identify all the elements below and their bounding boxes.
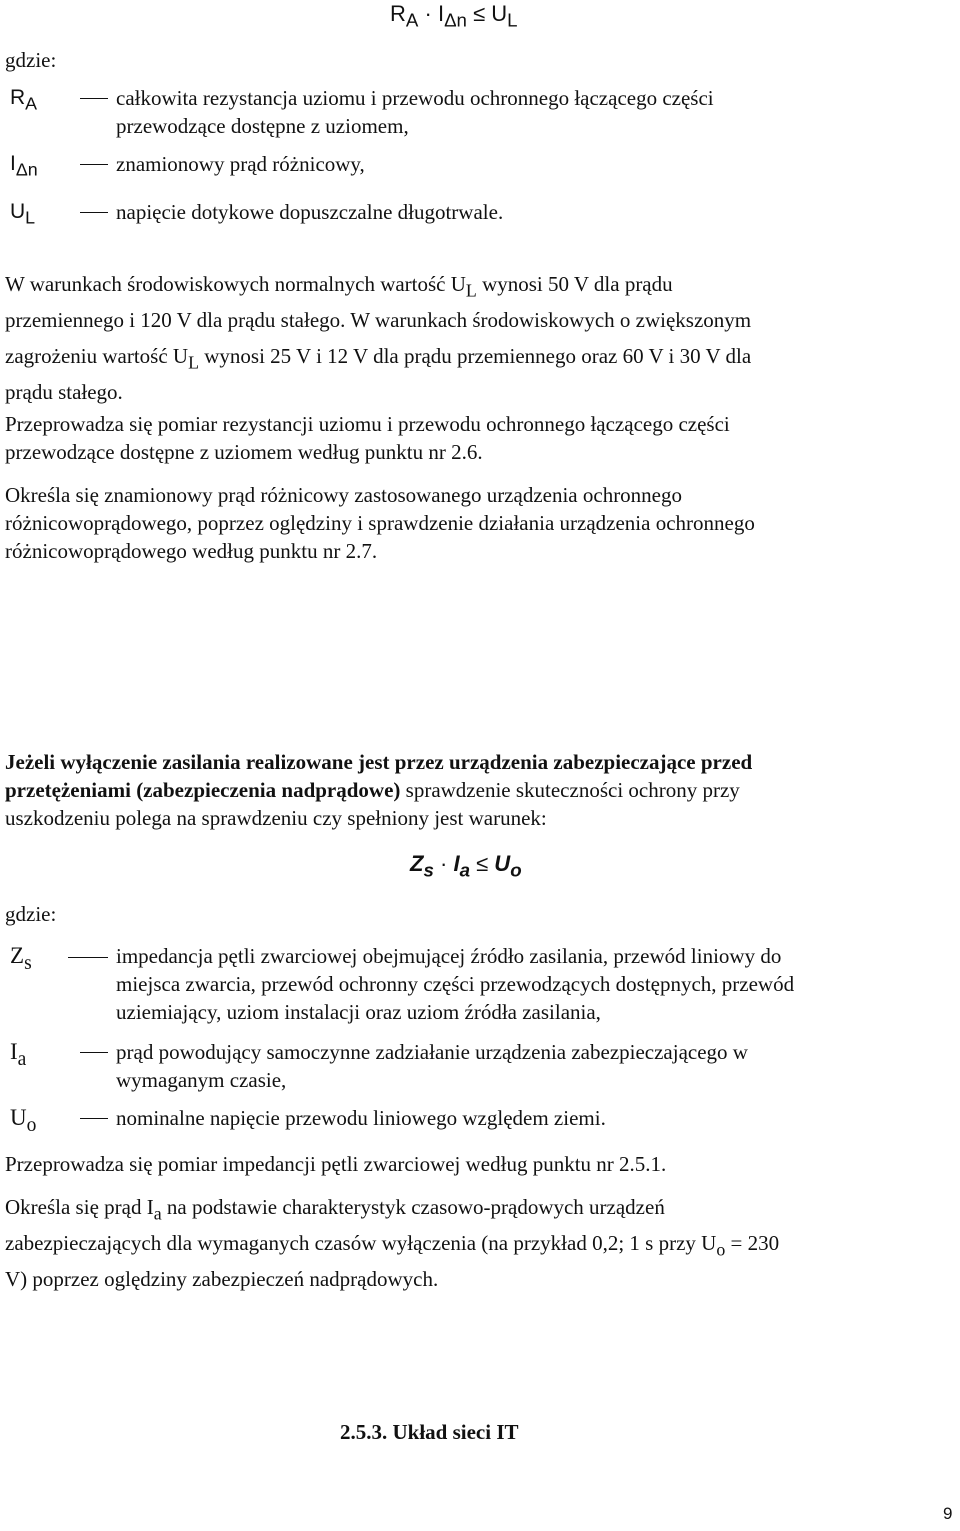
text-sub: a	[153, 1203, 162, 1224]
formula-symbol-i: I	[437, 1, 445, 26]
text-run: = 230	[725, 1231, 780, 1255]
symbol-sub: o	[26, 1114, 37, 1136]
text-run-bold: przetężeniami (zabezpieczenia nadprądowe)	[5, 778, 401, 802]
formula-sub-a: a	[459, 859, 470, 881]
formula-sub-s: s	[423, 859, 434, 881]
paragraph-rcd-check	[5, 481, 935, 565]
para-line: Określa się znamionowy prąd różnicowy zastosowanego urządzenia ochronnego	[5, 483, 683, 507]
def-text-uo: nominalne napięcie przewodu liniowego względem ziemi.	[116, 1106, 606, 1130]
formula-le-sign: ≤	[473, 1, 486, 26]
def-line: przewodzące dostępne z uziomem,	[116, 114, 409, 138]
symbol-sub: A	[25, 93, 38, 114]
formula-symbol-z: Z	[410, 851, 424, 876]
definition-dash	[80, 1052, 108, 1053]
def-symbol-uo	[10, 1104, 37, 1136]
gdzie-label-2: gdzie:	[5, 902, 57, 926]
symbol-sub: a	[17, 1048, 27, 1070]
text-run: zabezpieczających dla wymaganych czasów wyłączenia (na przykład 0,2; 1 s przy U	[5, 1231, 717, 1255]
symbol-letter: I	[10, 1039, 18, 1064]
paragraph-ia-determination	[5, 1189, 935, 1297]
def-symbol-idn	[10, 150, 38, 178]
paragraph-impedance-measurement: Przeprowadza się pomiar impedancji pętli zwarciowej według punktu nr 2.5.1.	[5, 1152, 667, 1176]
text-run: zagrożeniu wartość U	[5, 344, 189, 368]
def-text-ra	[116, 84, 936, 140]
symbol-letter: I	[10, 152, 16, 175]
formula-symbol-r: R	[390, 1, 406, 26]
symbol-sub: s	[24, 952, 32, 974]
section-heading-it-network: 2.5.3. Układ sieci IT	[340, 1420, 519, 1444]
text-sub: L	[188, 352, 199, 373]
symbol-letter: Z	[10, 943, 25, 968]
paragraph-overcurrent-condition	[5, 748, 935, 832]
def-line: impedancja pętli zwarciowej obejmującej źródło zasilania, przewód liniowy do	[116, 944, 782, 968]
gdzie-label-1: gdzie:	[5, 48, 57, 72]
text-run: wynosi 25 V i 12 V dla prądu przemiennego oraz 60 V i 30 V dla	[199, 344, 752, 368]
para-line: V) poprzez oględziny zabezpieczeń nadprądowych.	[5, 1267, 439, 1291]
def-line: wymaganym czasie,	[116, 1068, 287, 1092]
para-line	[5, 776, 935, 804]
symbol-letter: R	[10, 86, 26, 109]
def-line: miejsca zwarcia, przewód ochronny części przewodzących dostępnych, przewód	[116, 972, 795, 996]
def-text-ia	[116, 1038, 936, 1094]
symbol-sub: L	[25, 207, 36, 228]
def-text-ul: napięcie dotykowe dopuszczalne długotrwale.	[116, 200, 504, 224]
definition-dash	[80, 212, 108, 213]
text-run: sprawdzenie skuteczności ochrony przy	[400, 778, 740, 802]
def-symbol-ia	[10, 1038, 27, 1070]
formula-sub-o: o	[510, 859, 522, 881]
para-line	[5, 1189, 935, 1225]
para-line: Przeprowadza się pomiar rezystancji uziomu i przewodu ochronnego łączącego części	[5, 412, 730, 436]
formula-symbol-i: I	[453, 851, 460, 876]
def-text-idn: znamionowy prąd różnicowy,	[116, 152, 365, 176]
formula-sub-a: A	[405, 9, 419, 31]
para-line: przewodzące dostępne z uziomem według punktu nr 2.6.	[5, 440, 483, 464]
def-symbol-zs	[10, 942, 32, 974]
text-run: na podstawie charakterystyk czasowo-prądowych urządzeń	[161, 1195, 665, 1219]
definition-dash	[80, 98, 108, 99]
para-line: różnicowoprądowego, poprzez oględziny i sprawdzenie działania urządzenia ochronnego	[5, 511, 755, 535]
symbol-letter: U	[10, 200, 26, 223]
def-line: prąd powodujący samoczynne zadziałanie urządzenia zabezpieczającego w	[116, 1040, 748, 1064]
formula-sub-dn: Δn	[444, 9, 467, 31]
def-text-zs	[116, 942, 936, 1026]
paragraph-resistance-measurement	[5, 410, 935, 466]
page-number: 9	[943, 1504, 953, 1523]
para-line: uszkodzeniu polega na sprawdzeniu czy spełniony jest warunek:	[5, 806, 547, 830]
para-line	[5, 1225, 935, 1261]
text-sub: L	[465, 280, 477, 301]
formula-zs-ia-uo	[410, 850, 522, 881]
definition-dash	[80, 1118, 108, 1119]
definition-dash	[68, 957, 108, 958]
definition-dash	[80, 164, 108, 165]
text-run: W warunkach środowiskowych normalnych wartość U	[5, 272, 466, 296]
para-line	[5, 338, 935, 374]
text-run: wynosi 50 V dla prądu	[476, 272, 673, 296]
formula-sub-l: L	[507, 9, 518, 31]
para-line: przemiennego i 120 V dla prądu stałego. W warunkach środowiskowych o zwiększonym	[5, 308, 752, 332]
text-sub: o	[716, 1239, 726, 1260]
formula-dot: ·	[439, 851, 448, 876]
para-line: prądu stałego.	[5, 380, 123, 404]
text-run: Określa się prąd I	[5, 1195, 154, 1219]
formula-le-sign: ≤	[476, 851, 489, 876]
symbol-sub: Δn	[15, 159, 38, 180]
para-line: różnicowoprądowego według punktu nr 2.7.	[5, 539, 378, 563]
def-symbol-ra	[10, 84, 37, 112]
paragraph-ul-values	[5, 266, 935, 410]
def-line: całkowita rezystancja uziomu i przewodu ochronnego łączącego części	[116, 86, 714, 110]
formula-symbol-u: U	[491, 1, 508, 26]
para-line	[5, 266, 935, 302]
def-symbol-ul	[10, 198, 35, 226]
para-line-bold: Jeżeli wyłączenie zasilania realizowane jest przez urządzenia zabezpieczające przed	[5, 750, 753, 774]
def-line: uziemiający, uziom instalacji oraz uziom źródła zasilania,	[116, 1000, 601, 1024]
formula-dot: ·	[424, 1, 432, 26]
symbol-letter: U	[10, 1105, 27, 1130]
formula-ra-idn-ul	[390, 0, 518, 31]
formula-symbol-u: U	[494, 851, 511, 876]
